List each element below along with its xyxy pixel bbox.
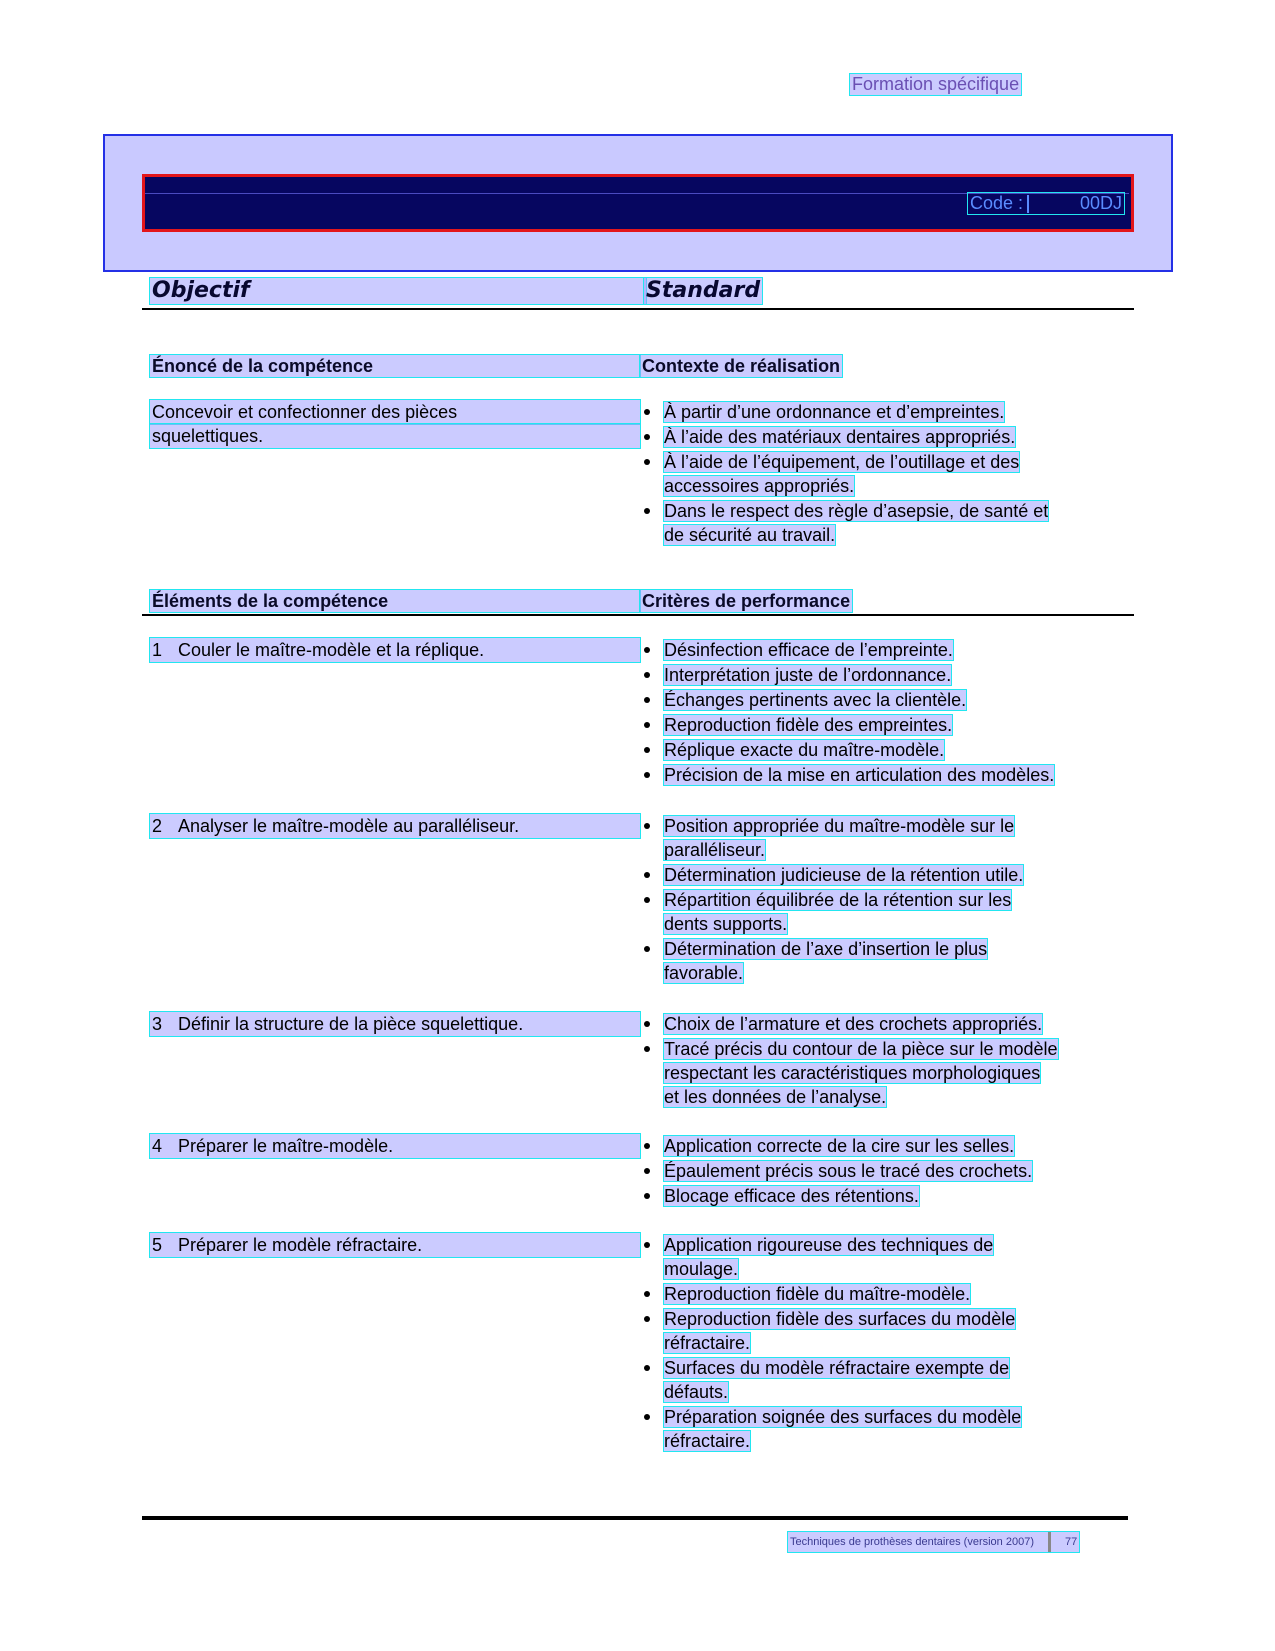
- criterion-text: Préparation soignée des surfaces du modèle: [664, 1407, 1022, 1427]
- elements-heading: Éléments de la compétence: [150, 590, 640, 612]
- element-label: Préparer le modèle réfractaire.: [178, 1235, 423, 1255]
- criterion-text: Tracé précis du contour de la pièce sur le modèle: [664, 1039, 1058, 1059]
- bullet-icon: [644, 872, 650, 878]
- criterion-item: [642, 888, 1112, 936]
- footer: [788, 1532, 1079, 1552]
- bullet-icon: [644, 747, 650, 753]
- criterion-text: de sécurité au travail.: [664, 525, 836, 545]
- criteria-list-2: [642, 814, 1112, 986]
- criterion-item: [642, 1159, 1112, 1183]
- bullet-icon: [644, 1242, 650, 1248]
- criterion-item: [642, 1233, 1112, 1281]
- criterion-text: Application rigoureuse des techniques de: [664, 1235, 994, 1255]
- criterion-item: [642, 400, 1112, 424]
- criterion-item: [642, 814, 1112, 862]
- criterion-item: [642, 863, 1112, 887]
- criterion-item: [642, 738, 1112, 762]
- criterion-item: [642, 663, 1112, 687]
- criterion-text: Réplique exacte du maître-modèle.: [664, 740, 945, 760]
- criterion-text: Échanges pertinents avec la clientèle.: [664, 690, 967, 710]
- criterion-item: [642, 638, 1112, 662]
- bullet-icon: [644, 672, 650, 678]
- bullet-icon: [644, 647, 650, 653]
- criterion-text: Détermination judicieuse de la rétention utile.: [664, 865, 1024, 885]
- criterion-text: défauts.: [664, 1382, 729, 1402]
- criterion-item: [642, 1307, 1112, 1355]
- criterion-text: Choix de l’armature et des crochets appropriés.: [664, 1014, 1043, 1034]
- footer-rule: [142, 1516, 1128, 1520]
- context-heading: Contexte de réalisation: [642, 356, 841, 376]
- criteria-list-3: [642, 1012, 1112, 1110]
- bullet-icon: [644, 1316, 650, 1322]
- statement-heading: Énoncé de la compétence: [150, 355, 640, 377]
- element-number: 3: [152, 1014, 163, 1034]
- criterion-item: [642, 1037, 1112, 1109]
- title-rule: [142, 308, 1134, 310]
- element-label: Analyser le maître-modèle au paralléliseur.: [178, 816, 520, 836]
- bullet-icon: [644, 1291, 650, 1297]
- bullet-icon: [644, 1414, 650, 1420]
- code-value: 00DJ: [1079, 193, 1122, 213]
- criterion-item: [642, 688, 1112, 712]
- element-3: [150, 1012, 640, 1036]
- bullet-icon: [644, 434, 650, 440]
- bullet-icon: [644, 1193, 650, 1199]
- code-separator: [1027, 195, 1029, 213]
- element-label: Couler le maître-modèle et la réplique.: [178, 640, 485, 660]
- page-number: 77: [1064, 1536, 1078, 1548]
- criterion-item: [642, 1134, 1112, 1158]
- element-1: [150, 638, 640, 662]
- criterion-item: [642, 1356, 1112, 1404]
- bullet-icon: [644, 409, 650, 415]
- criterion-text: réfractaire.: [664, 1431, 751, 1451]
- bullet-icon: [644, 459, 650, 465]
- criterion-text: Dans le respect des règle d’asepsie, de santé et: [664, 501, 1049, 521]
- criterion-text: Détermination de l’axe d’insertion le plus: [664, 939, 988, 959]
- bullet-icon: [644, 508, 650, 514]
- element-4: [150, 1134, 640, 1158]
- criteria-list-5: [642, 1233, 1112, 1454]
- criterion-text: À l’aide des matériaux dentaires appropriés.: [664, 427, 1016, 447]
- criterion-text: respectant les caractéristiques morphologiques: [664, 1063, 1041, 1083]
- bullet-icon: [644, 897, 650, 903]
- objective-title: Objectif: [150, 278, 646, 304]
- bullet-icon: [644, 697, 650, 703]
- criterion-text: accessoires appropriés.: [664, 476, 855, 496]
- criteria-heading: Critères de performance: [642, 591, 851, 611]
- element-2: [150, 814, 640, 838]
- bullet-icon: [644, 772, 650, 778]
- elements-rule: [142, 614, 1134, 616]
- criterion-item: [642, 450, 1112, 498]
- criterion-text: favorable.: [664, 963, 744, 983]
- bullet-icon: [644, 946, 650, 952]
- criterion-item: [642, 1405, 1112, 1453]
- criterion-text: réfractaire.: [664, 1333, 751, 1353]
- criterion-text: Désinfection efficace de l’empreinte.: [664, 640, 953, 660]
- criterion-item: [642, 763, 1112, 787]
- code-label: Code :: [970, 193, 1024, 213]
- criterion-item: [642, 1184, 1112, 1208]
- element-5: [150, 1233, 640, 1257]
- context-list: [642, 400, 1112, 548]
- criterion-text: dents supports.: [664, 914, 788, 934]
- element-label: Définir la structure de la pièce squelettique.: [178, 1014, 524, 1034]
- element-number: 5: [152, 1235, 163, 1255]
- criterion-text: Répartition équilibrée de la rétention sur les: [664, 890, 1012, 910]
- criterion-item: [642, 425, 1112, 449]
- bullet-icon: [644, 1046, 650, 1052]
- criteria-list-4: [642, 1134, 1112, 1209]
- footer-separator: [1048, 1532, 1051, 1552]
- footer-title: Techniques de prothèses dentaires (version 2007): [790, 1536, 1034, 1548]
- bullet-icon: [644, 1168, 650, 1174]
- standard-title: Standard: [646, 278, 761, 303]
- criterion-item: [642, 937, 1112, 985]
- criterion-text: Épaulement précis sous le tracé des crochets.: [664, 1161, 1033, 1181]
- bullet-icon: [644, 1143, 650, 1149]
- bullet-icon: [644, 1365, 650, 1371]
- criterion-text: Surfaces du modèle réfractaire exempte de: [664, 1358, 1010, 1378]
- criterion-text: et les données de l’analyse.: [664, 1087, 887, 1107]
- criterion-text: Reproduction fidèle du maître-modèle.: [664, 1284, 971, 1304]
- criterion-text: Interprétation juste de l’ordonnance.: [664, 665, 952, 685]
- header-section-label: Formation spécifique: [852, 74, 1020, 94]
- bullet-icon: [644, 1021, 650, 1027]
- element-number: 1: [152, 640, 163, 660]
- criterion-text: Reproduction fidèle des empreintes.: [664, 715, 953, 735]
- statement-line: squelettiques.: [150, 424, 640, 448]
- element-number: 2: [152, 816, 163, 836]
- bullet-icon: [644, 722, 650, 728]
- element-number: 4: [152, 1136, 163, 1156]
- bullet-icon: [644, 823, 650, 829]
- criteria-list-1: [642, 638, 1112, 788]
- criterion-text: Précision de la mise en articulation des modèles.: [664, 765, 1055, 785]
- criterion-item: [642, 499, 1112, 547]
- criterion-text: moulage.: [664, 1259, 739, 1279]
- criterion-text: Application correcte de la cire sur les selles.: [664, 1136, 1015, 1156]
- criterion-text: paralléliseur.: [664, 840, 766, 860]
- element-label: Préparer le maître-modèle.: [178, 1136, 394, 1156]
- criterion-text: À l’aide de l’équipement, de l’outillage et des: [664, 452, 1020, 472]
- criterion-item: [642, 713, 1112, 737]
- criterion-item: [642, 1282, 1112, 1306]
- criterion-text: Blocage efficace des rétentions.: [664, 1186, 919, 1206]
- criterion-text: Reproduction fidèle des surfaces du modèle: [664, 1309, 1016, 1329]
- criterion-text: À partir d’une ordonnance et d’empreintes.: [664, 402, 1005, 422]
- criterion-item: [642, 1012, 1112, 1036]
- criterion-text: Position appropriée du maître-modèle sur le: [664, 816, 1015, 836]
- statement-line: Concevoir et confectionner des pièces: [150, 400, 640, 424]
- competence-code: [968, 193, 1124, 214]
